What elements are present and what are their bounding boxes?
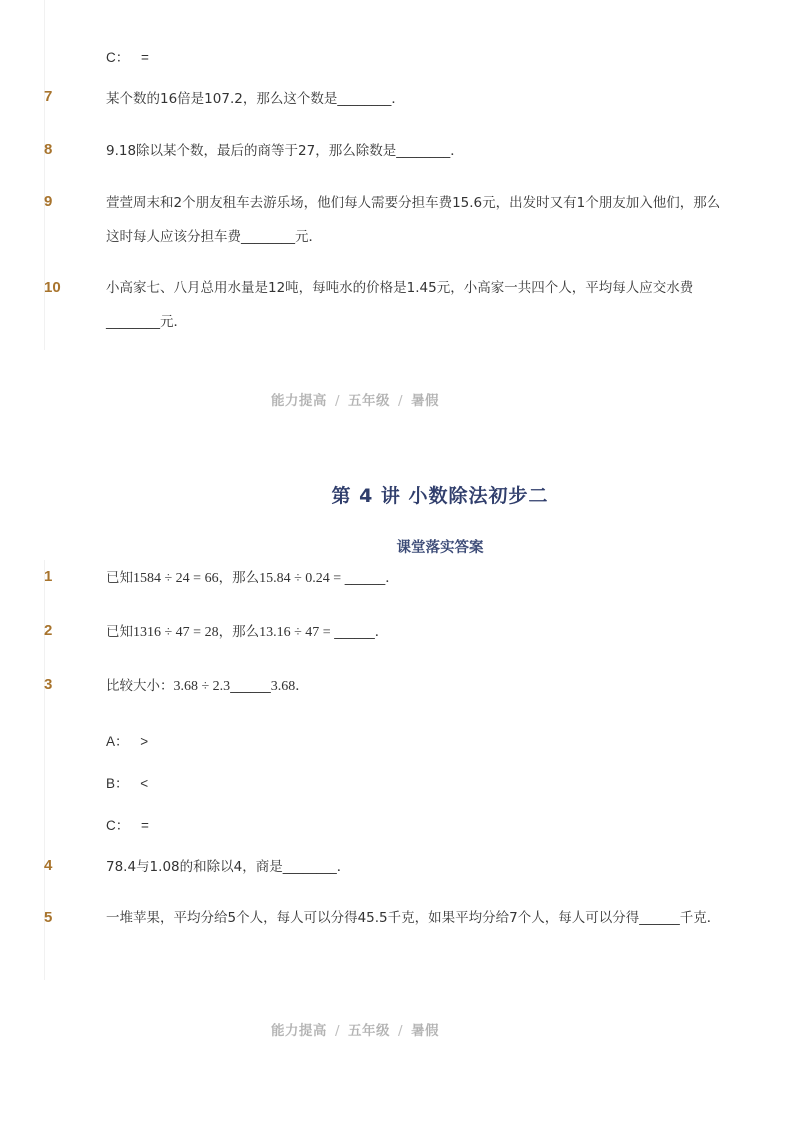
option-value: < — [140, 776, 149, 791]
prev-option-c — [106, 46, 149, 66]
option-value: > — [140, 734, 149, 749]
question-suffix: ． — [374, 624, 389, 640]
footer-separator: / — [334, 393, 340, 409]
option-label: C： — [106, 818, 130, 833]
lesson-title: 第 4 讲 小数除法初步二 — [331, 485, 549, 507]
question-number: 1 — [44, 568, 53, 585]
answer-blank: ______ — [230, 678, 271, 694]
footer-part: 暑假 — [411, 393, 440, 409]
footer-separator: / — [398, 393, 404, 409]
question-number: 10 — [44, 279, 61, 296]
question-text: 一堆苹果，平均分给5个人，每人可以分得45.5千克，如果平均分给7个人，每人可以分得______千克． — [106, 910, 721, 926]
page-footer — [0, 389, 710, 409]
option-b — [106, 772, 148, 792]
math-expression: 1584 ÷ 24 = 66 — [133, 571, 219, 586]
question-text — [106, 669, 726, 704]
question-text: 小高家七、八月总用水量是12吨，每吨水的价格是1.45元，小高家一共四个人，平均每人应交水费________元． — [106, 280, 694, 330]
option-a — [106, 730, 148, 750]
math-expression: 3.68 — [270, 679, 296, 694]
footer-separator: / — [334, 1023, 340, 1039]
question-number: 3 — [44, 676, 53, 693]
answer-blank: ______ — [344, 570, 386, 586]
question-number: 2 — [44, 622, 53, 639]
question-prefix: 已知 — [106, 624, 133, 640]
question-number: 4 — [44, 857, 53, 874]
question-suffix: ． — [295, 678, 309, 694]
answer-blank: ______ — [334, 624, 375, 640]
question-middle: ，那么 — [218, 624, 260, 640]
question-number: 7 — [44, 88, 53, 105]
math-expression: 15.84 ÷ 0.24 = — [259, 571, 345, 586]
page-footer — [0, 1019, 710, 1039]
question-text — [106, 615, 726, 650]
question-text — [106, 561, 726, 596]
option-value: = — [141, 50, 149, 65]
question-number: 5 — [44, 909, 53, 926]
footer-separator: / — [398, 1023, 404, 1039]
question-number: 9 — [44, 193, 53, 210]
footer-part: 能力提高 — [270, 393, 327, 409]
option-c — [106, 814, 149, 834]
margin-rule-top — [44, 0, 45, 350]
question-suffix: ． — [385, 570, 399, 586]
section-title: 课堂落实答案 — [396, 540, 484, 556]
math-expression: 1316 ÷ 47 = 28 — [133, 625, 219, 640]
question-text: 某个数的16倍是107.2，那么这个数是________． — [106, 91, 405, 107]
question-prefix: 已知 — [106, 570, 133, 586]
question-text: 萱萱周末和2个朋友租车去游乐场，他们每人需要分担车费15.6元，出发时又有1个朋友加入他们，那么这时每人应该分担车费________元． — [106, 195, 721, 245]
footer-part: 能力提高 — [270, 1023, 327, 1039]
footer-part: 五年级 — [348, 393, 390, 409]
option-label: B： — [106, 776, 129, 791]
footer-part: 暑假 — [411, 1023, 440, 1039]
math-expression: 3.68 ÷ 2.3 — [173, 679, 231, 694]
math-expression: 13.16 ÷ 47 = — [259, 625, 335, 640]
option-value: = — [141, 818, 149, 833]
question-prefix: 比较大小： — [106, 678, 174, 694]
option-label: A： — [106, 734, 129, 749]
question-text: 9.18除以某个数，最后的商等于27，那么除数是________． — [106, 143, 464, 159]
question-text: 78.4与1.08的和除以4，商是________． — [106, 859, 351, 875]
question-number: 8 — [44, 141, 53, 158]
footer-part: 五年级 — [348, 1023, 390, 1039]
question-middle: ，那么 — [218, 570, 260, 586]
option-label: C： — [106, 50, 130, 65]
